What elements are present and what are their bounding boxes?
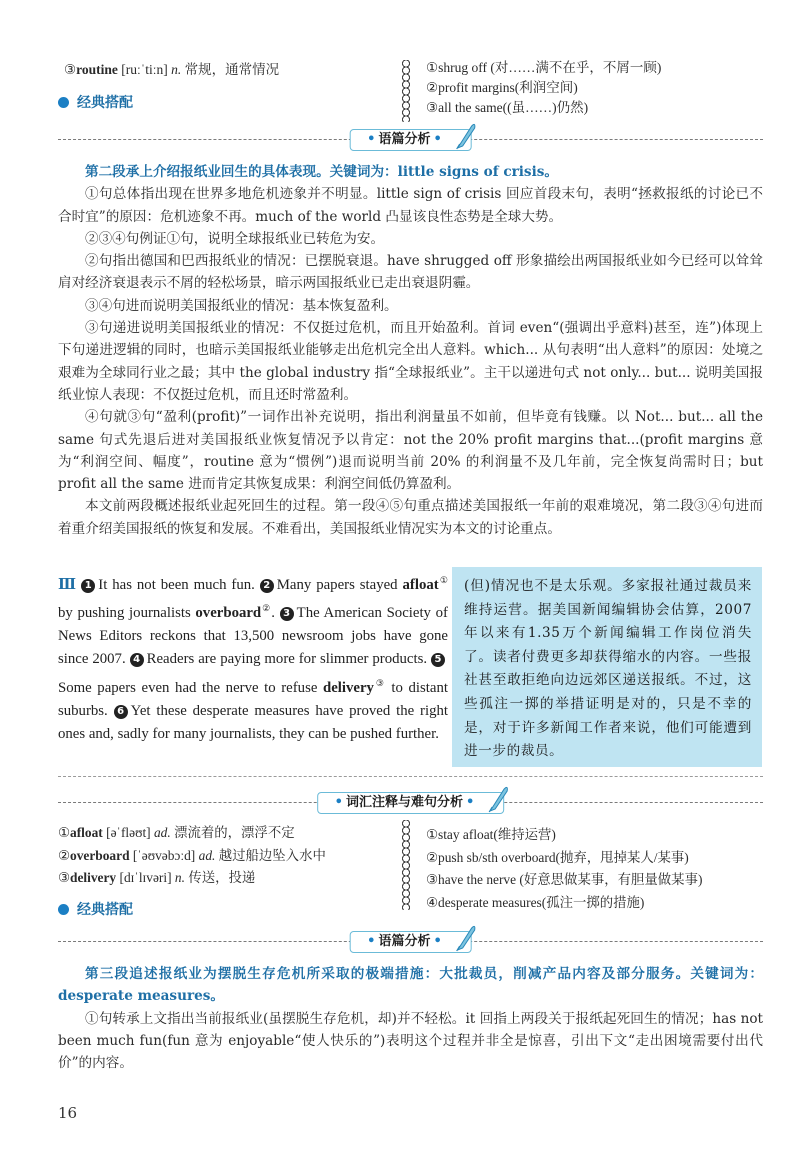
entry-number: ③ <box>58 870 71 885</box>
translation-text: (但)情况也不是太乐观。多家报社通过裁员来维持运营。据美国新闻编辑协会估算，2007年以来有1.35万个新闻编辑工作岗位消失了。读者付费更多却获得缩水的内容。一些报社甚至敢拒绝向边远郊区递送报纸。不过，这些孤注一掷的举措证明是对的，只是不幸的是，对于许多新闻工作者来说，他们可能遭到进一步的裁员。 <box>464 578 752 760</box>
analysis-paragraph: 本文前两段概述报纸业起死回生的过程。第一段④⑤句重点描述美国报纸一年前的艰难境况，第二段③④句进而着重介绍美国报纸的恢复和发展。不难看出，美国报纸业情况实为本文的讨论重点。 <box>58 498 763 537</box>
analysis-paragraph: ④句就③句“盈利(profit)”一词作出补充说明，指出利润量虽不如前，但毕竟有钱赚。以 Not... but... all the same 句式先退后进对美国报纸业恢复情况予以肯定：not the 20% profit margins that...(profit margins 意为“利润空间、幅度”，routine 意为“惯例”)退而说明当前 20% 的利润量不及几年前，完全恢复尚需时日；but profit all the same 进而肯定其恢复成果：利润空间低仍算盈利。 <box>58 409 763 493</box>
sentence-text: Some papers even had the nerve to refuse <box>58 679 323 696</box>
dashed-separator <box>58 776 763 777</box>
collocation-item: ①shrug off (对……满不在乎，不屑一顾) <box>426 60 662 75</box>
collocation-item: ③all the same((虽……)仍然) <box>426 100 589 115</box>
translation-box <box>452 567 762 767</box>
collocation-list <box>426 824 766 914</box>
collocation-item: ②profit margins(利润空间) <box>426 80 578 95</box>
analysis-paragraph: ②③④句例证①句，说明全球报纸业已转危为安。 <box>85 230 385 247</box>
collocation-label: 经典搭配 <box>77 95 133 111</box>
entry-pos: ad. <box>153 825 171 840</box>
sentence-number: 1 <box>81 579 95 593</box>
entry-definition: 常规，通常情况 <box>184 62 280 77</box>
banner-pill: • 语篇分析 • <box>349 931 472 953</box>
vocab-keyword: delivery <box>323 679 374 696</box>
entry-pos: n. <box>171 62 182 77</box>
entry-word: routine <box>76 62 118 77</box>
collocation-item: ①stay afloat(维持运营) <box>426 827 556 842</box>
analysis-paragraph: ③④句进而说明美国报纸业的情况：基本恢复盈利。 <box>85 297 398 314</box>
analysis-heading: 第三段追述报纸业为摆脱生存危机所采取的极端措施：大批裁员，削减产品内容及部分服务。关键词为：desperate measures。 <box>58 966 763 1005</box>
entry-number: ① <box>58 825 71 840</box>
entry-phonetic: [dɪˈlɪvəri] <box>119 870 172 885</box>
page-number: 16 <box>58 1104 78 1122</box>
section-banner-analysis <box>58 929 763 957</box>
analysis-paragraph: ①句总体指出现在世界多地危机迹象并不明显。little sign of crisis 回应首段末句，表明“拯救报纸的讨论已不合时宜”的原因：危机迹象不再。much of the world 凸显该良性态势是全球大势。 <box>58 186 763 225</box>
footnote-marker: ② <box>261 603 272 614</box>
entry-phonetic: [əˈfləʊt] <box>106 825 151 840</box>
banner-pill: • 语篇分析 • <box>349 129 472 151</box>
entry-word: afloat <box>70 825 103 840</box>
footnote-marker: ③ <box>373 677 386 688</box>
quill-pen-icon <box>455 924 477 952</box>
sentence-text: . <box>271 605 280 622</box>
analysis-section-2 <box>58 963 763 1074</box>
vocab-entry <box>58 822 398 845</box>
analysis-paragraph: ①句转承上文指出当前报纸业(虽摆脱生存危机，却)并不轻松。it 回指上两段关于报纸起死回生的情况；has not been much fun(fun 意为 enjoyable“使人快乐的”)表明这个过程并非全是惊喜，引出下文“走出困境需要付出代价”的内容。 <box>58 1010 763 1072</box>
sentence-text: Many papers stayed <box>276 576 403 593</box>
sentence-number: 4 <box>130 653 144 667</box>
vocab-keyword: overboard <box>195 605 262 622</box>
entry-definition: 漂流着的，漂浮不定 <box>174 825 295 840</box>
collocation-item: ③have the nerve (好意思做某事，有胆量做某事) <box>426 872 703 887</box>
section-banner-analysis <box>58 127 763 155</box>
vocab-keyword: afloat <box>402 576 439 593</box>
collocation-heading <box>58 899 133 919</box>
entry-number: ③ <box>64 62 77 77</box>
collocation-item: ②push sb/sth overboard(抛弃，甩掉某人/某事) <box>426 849 689 865</box>
banner-pill: • 词汇注释与难句分析 • <box>317 792 505 814</box>
sentence-text: to distant suburbs. <box>58 679 448 719</box>
entry-pos: n. <box>174 870 185 885</box>
collocation-label: 经典搭配 <box>77 902 133 918</box>
sentence-number: 2 <box>260 579 274 593</box>
banner-title: 语篇分析 <box>378 132 431 147</box>
sentence-number: 3 <box>280 607 294 621</box>
entry-definition: 传送，投递 <box>188 870 256 885</box>
entry-number: ② <box>58 847 71 863</box>
vocab-entry <box>58 845 398 868</box>
entry-word: overboard <box>70 847 130 863</box>
section-banner-vocab <box>58 790 763 818</box>
paragraph-roman-numeral: Ⅲ <box>58 576 78 593</box>
analysis-paragraph: ③句递进说明美国报纸业的情况：不仅挺过危机，而且开始盈利。首词 even“(强调出乎意料)甚至，连”)体现上下句递进逻辑的同时，也暗示美国报纸业能够走出危机完全出人意料。which... 从句表明“出人意料”的原因：处境之艰难为全球同行业之最；其中 the global industry 指“全球报纸业”。主干以递进句式 not only... but... 说明美国报纸业惊人表现：不仅挺过危机，而且还时常盈利。 <box>58 320 763 403</box>
top-collocation-list <box>426 58 756 118</box>
analysis-heading: 第二段承上介绍报纸业回生的具体表现。关键词为：little signs of crisis。 <box>85 164 558 180</box>
vocab-list <box>58 822 398 890</box>
sentence-number: 5 <box>431 653 445 667</box>
entry-pos: ad. <box>198 847 216 863</box>
english-passage <box>58 569 448 746</box>
entry-word: delivery <box>70 870 117 885</box>
footnote-marker: ① <box>438 575 448 585</box>
sentence-text: by pushing journalists <box>58 605 196 622</box>
collocation-heading <box>58 92 133 112</box>
top-vocab-entry <box>64 60 384 80</box>
entry-definition: 越过船边坠入水中 <box>218 847 326 863</box>
quill-pen-icon <box>455 122 477 150</box>
analysis-paragraph: ②句指出德国和巴西报纸业的情况：已摆脱衰退。have shrugged off 形象描绘出两国报纸业如今已经可以耸耸肩对经济衰退表示不屑的轻松场景，暗示两国报纸业已走出衰退阴霾。 <box>58 253 763 292</box>
squiggle-divider <box>401 60 411 122</box>
sentence-text: Yet these desperate measures have proved the right ones and, sadly for many journalists, they can be pushed further. <box>58 702 448 742</box>
sentence-text: It has not been much fun. <box>98 576 260 593</box>
bullet-dot-icon <box>58 97 69 108</box>
banner-title: 语篇分析 <box>378 934 431 949</box>
vocab-entry <box>58 867 398 890</box>
banner-title: 词汇注释与难句分析 <box>345 795 464 810</box>
quill-pen-icon <box>487 785 509 813</box>
sentence-text: The American Society of News Editors reckons that 13,500 newsroom jobs have gone since 2007. <box>58 605 448 668</box>
analysis-section-1 <box>58 161 763 540</box>
bullet-dot-icon <box>58 904 69 915</box>
entry-phonetic: [ruːˈtiːn] <box>121 62 168 77</box>
sentence-number: 6 <box>114 705 128 719</box>
sentence-text: Readers are paying more for slimmer products. <box>146 651 431 668</box>
collocation-item: ④desperate measures(孤注一掷的措施) <box>426 894 645 910</box>
entry-phonetic: [ˈəʊvəbɔːd] <box>132 847 196 863</box>
vocab-entry-routine <box>64 60 384 80</box>
squiggle-divider <box>401 820 411 910</box>
